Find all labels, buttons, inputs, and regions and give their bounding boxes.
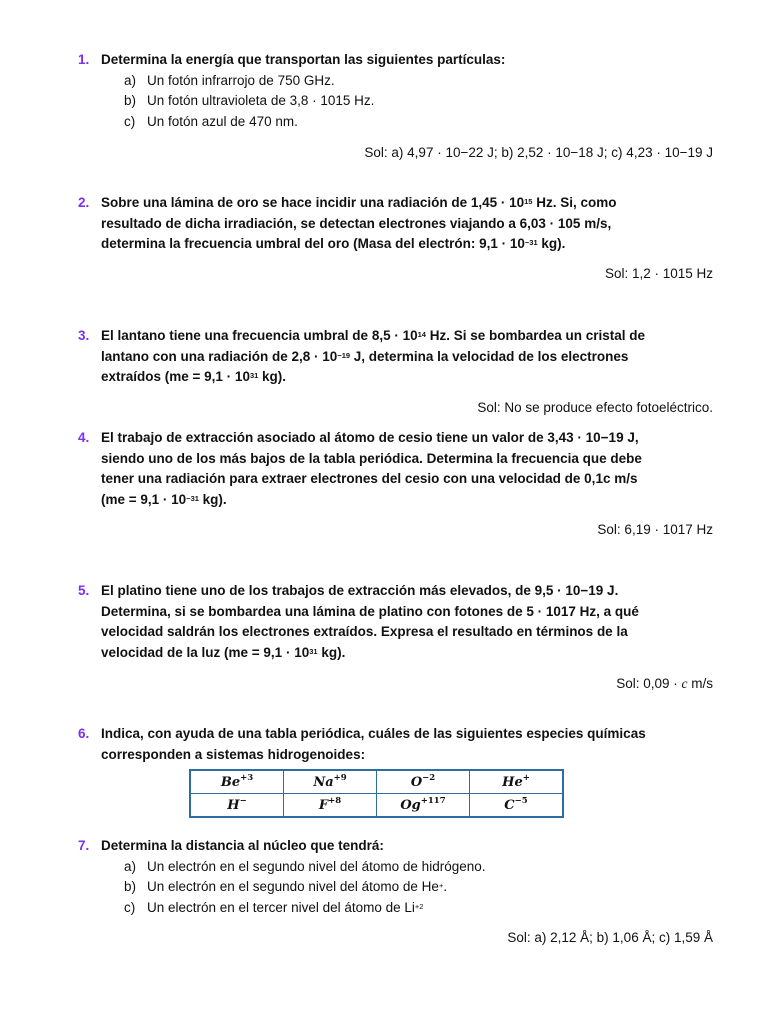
solution-text: Sol: a) 2,12 Å; b) 1,06 Å; c) 1,59 Å: [507, 930, 713, 945]
list-item: [124, 112, 298, 133]
species-cell: $F^{+8}$: [284, 794, 377, 818]
species-cell: $O^{-2}$: [377, 770, 470, 794]
item-text: Un fotón azul de 470 nm.: [147, 114, 298, 129]
solution-text: Sol: 6,19 · 1017 Hz: [597, 522, 713, 537]
list-item: [124, 91, 374, 112]
question-number: 6.: [78, 726, 90, 741]
solution-text: Sol: a) 4,97 · 10−22 J; b) 2,52 · 10−18 J; c) 4,23 · 10−19 J: [364, 145, 713, 160]
species-cell: H−: [190, 794, 284, 818]
solution-text: Sol: 0,09 · c m/s: [616, 676, 713, 691]
question-number: 2.: [78, 195, 90, 210]
item-letter: a): [124, 73, 137, 88]
item-letter: b): [124, 93, 137, 108]
list-item: c) Un electrón en el tercer nivel del átomo de $Li^{+2}$: [124, 900, 424, 915]
solution-text: Sol: No se produce efecto fotoeléctrico.: [477, 400, 713, 415]
item-text: Un fotón infrarrojo de 750 GHz.: [147, 73, 335, 88]
question-number: 4.: [78, 430, 90, 445]
question-text: Determina la energía que transportan las siguientes partículas:: [101, 52, 506, 67]
species-cell: $C^{-5}$: [470, 794, 564, 818]
species-cell: $Og^{+117}$: [377, 794, 470, 818]
question-text: El lantano tiene una frecuencia umbral de $8,5 \cdot 10^{14}$ Hz. Si se bombardea un cristal de lantano con una radiación de $2,8 \cdot 10^{-19}$ J, determina la velocidad de los electrones extraídos ($me = 9,1 \cdot 10^{31}$ kg).: [101, 328, 646, 384]
question-number: 1.: [78, 52, 90, 67]
species-cell: He+: [470, 770, 564, 794]
solution-text: Sol: 1,2 · 1015 Hz: [604, 266, 713, 281]
question-number: 7.: [78, 838, 90, 853]
species-table: [189, 769, 564, 818]
question-number: 3.: [78, 328, 90, 343]
question-text: Sobre una lámina de oro se hace incidir una radiación de $1,45 \cdot 10^{15}$ Hz. Si, como resultado de dicha irradiación, se detectan electrones viajando a 6,03 · 105 m/s, determina la frecuencia umbral del oro (Masa del electrón: $9,1 \cdot 10^{-31}$ kg).: [101, 195, 617, 251]
item-text: Un fotón ultravioleta de 3,8 · 1015 Hz.: [147, 93, 375, 108]
list-item: [124, 71, 335, 92]
table-row: [190, 794, 563, 818]
question-number: 5.: [78, 583, 90, 598]
species-cell: $Be^{+3}$: [190, 770, 284, 794]
question-text: Determina la distancia al núcleo que tendrá:: [101, 838, 384, 853]
table-row: [190, 770, 563, 794]
list-item: b) Un electrón en el segundo nivel del átomo de He+.: [124, 879, 448, 894]
list-item: a) Un electrón en el segundo nivel del átomo de hidrógeno.: [124, 859, 486, 874]
question-text: El trabajo de extracción asociado al átomo de cesio tiene un valor de 3,43 · 10−19 J, siendo uno de los más bajos de la tabla periódica. Determina la frecuencia que debe tener una radiación para extraer electrones del cesio con una velocidad de 0,1c m/s ($me = 9,1 \cdot 10^{-31}$ kg).: [101, 430, 642, 507]
item-letter: c): [124, 114, 136, 129]
question-text: Indica, con ayuda de una tabla periódica, cuáles de las siguientes especies químicas corresponden a sistemas hidrogenoides:: [101, 726, 646, 762]
question-text: El platino tiene uno de los trabajos de extracción más elevados, de 9,5 · 10−19 J. Determina, si se bombardea una lámina de platino con fotones de 5 · 1017 Hz, a qué velocidad saldrán los electrones extraídos. Expresa el resultado en términos de la velocidad de la luz ($me = 9,1 \cdot 10^{31}$ kg).: [101, 583, 639, 660]
species-cell: $Na^{+9}$: [284, 770, 377, 794]
